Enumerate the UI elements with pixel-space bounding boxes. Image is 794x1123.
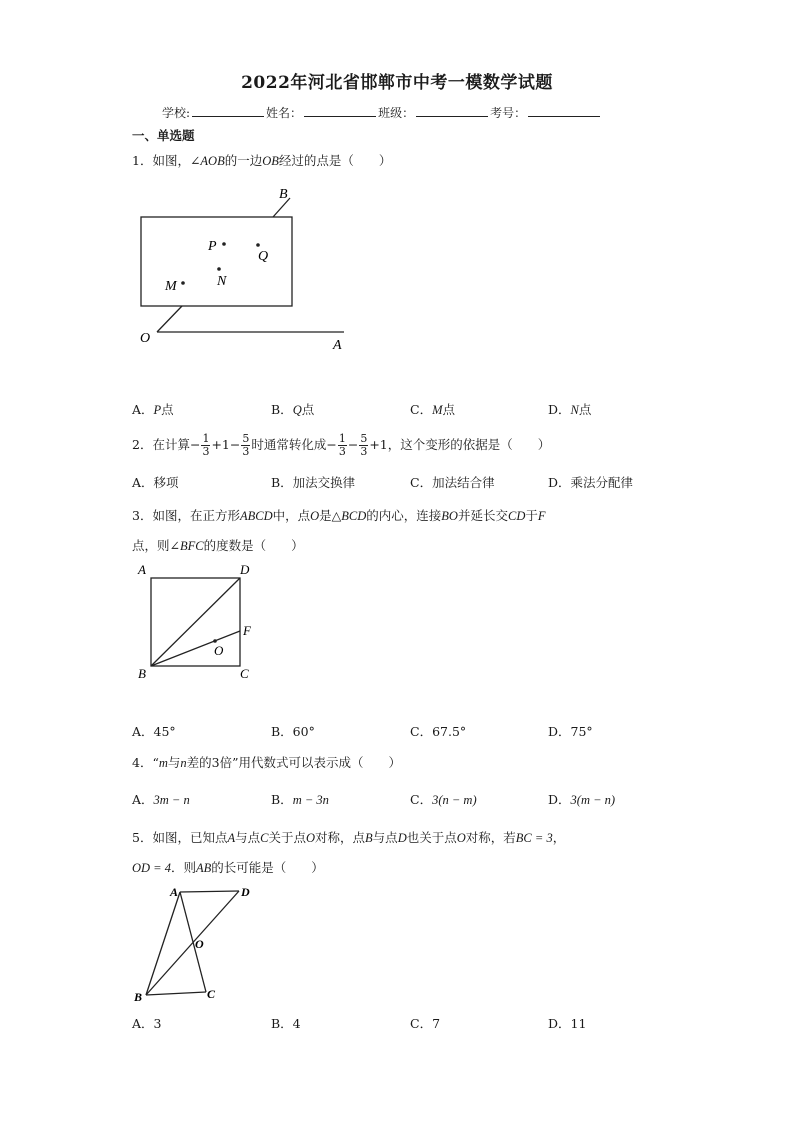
q5-t7: 对称，若 xyxy=(465,830,516,845)
q5-t5: 与点 xyxy=(372,830,398,845)
q5-label-d: D xyxy=(241,885,250,899)
q2-f3-den: 3 xyxy=(338,445,346,458)
q1-opt-b-var: Q xyxy=(292,403,302,417)
q5-label-o: O xyxy=(195,937,204,951)
q3-t5: 并延长交 xyxy=(457,508,508,523)
q5-label-c: C xyxy=(207,987,216,1001)
q4-t1: 4．“ xyxy=(132,755,159,770)
q1-option-b[interactable] xyxy=(271,400,314,418)
q1-point-m xyxy=(181,281,185,285)
q5-d: D xyxy=(397,831,407,845)
q4-opt-d-expr: 3(m − n) xyxy=(570,793,616,807)
q1-ob: OB xyxy=(262,154,279,168)
q2-option-d[interactable]: D．乘法分配律 xyxy=(548,475,634,490)
q5-segment-bc xyxy=(146,992,206,995)
q4-n: n xyxy=(180,756,187,770)
student-info-line xyxy=(162,104,602,121)
q1-option-d[interactable] xyxy=(548,400,591,418)
q1-label-n: N xyxy=(217,274,227,289)
q5-segment-ab xyxy=(146,892,180,995)
q2-option-c[interactable]: C．加法结合律 xyxy=(410,475,495,490)
q3-label-f: F xyxy=(243,623,251,638)
q5-a: A xyxy=(227,831,236,845)
q5-o2: O xyxy=(456,831,466,845)
q1-point-q xyxy=(256,243,260,247)
q3-figure xyxy=(130,560,270,685)
q3-t1: 3．如图，在正方形 xyxy=(132,508,240,523)
school-blank[interactable] xyxy=(192,106,264,117)
q3-bo: BO xyxy=(441,509,458,523)
question-4-stem xyxy=(132,753,401,771)
q1-label-q: Q xyxy=(258,249,269,264)
q2-minus-2: − xyxy=(326,437,337,452)
q3-f: F xyxy=(537,509,546,523)
q2-f2-den: 3 xyxy=(242,445,250,458)
q1-ray-ob-lower xyxy=(157,306,182,332)
q5-t6: 也关于点 xyxy=(406,830,457,845)
exam-no-label: 考号： xyxy=(490,106,527,120)
q4-m: m xyxy=(158,756,168,770)
q1-opt-b-tail: 点 xyxy=(301,402,315,417)
q3-option-a[interactable]: A．45° xyxy=(132,724,176,739)
q2-fraction-4 xyxy=(359,433,368,458)
q2-f2-num: 5 xyxy=(242,432,250,445)
q1-text-c: 经过的点是（ ） xyxy=(278,153,392,168)
q2-mid: +1− xyxy=(211,437,241,452)
q2-text-c: ，这个变形的依据是（ ） xyxy=(387,437,551,452)
q5-segment-db xyxy=(146,891,239,995)
q1-opt-a-var: P xyxy=(153,403,162,417)
q1-label-o: O xyxy=(140,331,151,346)
q4-opt-c-expr: 3(n − m) xyxy=(432,793,477,807)
q5-t1: 5．如图，已知点 xyxy=(132,830,228,845)
q4-t3: 差的3倍”用代数式可以表示成（ ） xyxy=(186,755,401,770)
q1-text-a: 1．如图， xyxy=(132,153,190,168)
q3-t8: 的度数是（ ） xyxy=(203,538,304,553)
q5-figure xyxy=(130,880,260,1005)
q1-text-b: 的一边 xyxy=(224,153,263,168)
q4-option-c[interactable] xyxy=(410,790,477,808)
q5-option-b[interactable]: B．4 xyxy=(271,1016,301,1031)
q1-label-b: B xyxy=(279,187,288,202)
q2-fraction-1 xyxy=(201,433,210,458)
q2-tail: +1 xyxy=(369,437,388,452)
q1-label-p: P xyxy=(208,239,217,254)
q2-option-b[interactable]: B．加法交换律 xyxy=(271,475,356,490)
q3-t7: 点，则∠ xyxy=(132,538,180,553)
q2-minus-1: − xyxy=(189,437,201,452)
q3-t6: 于 xyxy=(525,508,538,523)
q5-option-d[interactable]: D．11 xyxy=(548,1016,587,1031)
q1-opt-d-key: D． xyxy=(548,402,571,417)
q1-option-c[interactable] xyxy=(410,400,455,418)
q3-option-d[interactable]: D．75° xyxy=(548,724,593,739)
q3-label-d: D xyxy=(240,562,250,577)
q1-point-p xyxy=(222,242,226,246)
q4-opt-d-key: D． xyxy=(548,792,571,807)
page-title: 2022年河北省邯郸市中考一模数学试题 xyxy=(241,73,553,93)
question-1-stem xyxy=(132,151,391,169)
q4-option-a[interactable] xyxy=(132,790,190,808)
q2-f1-num: 1 xyxy=(202,432,210,445)
q3-label-a: A xyxy=(138,562,146,577)
q2-minus-3: − xyxy=(347,437,359,452)
q2-f1-den: 3 xyxy=(202,445,210,458)
q3-option-b[interactable]: B．60° xyxy=(271,724,315,739)
q2-f4-den: 3 xyxy=(360,445,368,458)
q5-bc-eq: BC = 3 xyxy=(515,831,553,845)
q1-opt-c-tail: 点 xyxy=(442,402,456,417)
q5-segment-ad xyxy=(180,891,239,892)
q1-option-a[interactable] xyxy=(132,400,174,418)
q5-t8: ， xyxy=(552,830,566,845)
q3-bcd: BCD xyxy=(341,509,367,523)
q2-f3-num: 1 xyxy=(338,432,346,445)
q1-angle: ∠AOB xyxy=(189,154,225,168)
q3-t4: 的内心，连接 xyxy=(366,508,442,523)
q1-opt-c-key: C． xyxy=(410,402,433,417)
q5-o1: O xyxy=(305,831,316,845)
q5-od-eq: OD = 4 xyxy=(132,861,171,875)
question-5-stem-line2 xyxy=(132,858,324,876)
q1-opt-d-tail: 点 xyxy=(578,402,592,417)
q4-option-b[interactable] xyxy=(271,790,329,808)
q3-diagonal-bd xyxy=(151,578,240,666)
name-label: 姓名： xyxy=(266,106,303,120)
q5-t2: 与点 xyxy=(235,830,261,845)
q3-t3: 是△ xyxy=(319,508,342,523)
q5-option-a[interactable]: A．3 xyxy=(132,1016,162,1031)
q2-option-a[interactable]: A．移项 xyxy=(132,475,179,490)
q3-cd: CD xyxy=(507,509,526,523)
section-heading: 一、单选题 xyxy=(132,128,195,143)
q4-t2: 与 xyxy=(167,755,181,770)
q4-opt-b-key: B． xyxy=(271,792,293,807)
q4-opt-a-expr: 3m − n xyxy=(153,793,190,807)
class-label: 班级： xyxy=(378,106,415,120)
q1-opt-d-var: N xyxy=(570,403,579,417)
q5-b: B xyxy=(365,831,373,845)
q3-bfc: BFC xyxy=(179,539,204,553)
name-blank[interactable] xyxy=(304,106,376,117)
q4-option-d[interactable] xyxy=(548,790,615,808)
q2-fraction-3 xyxy=(338,433,347,458)
q2-fraction-2 xyxy=(241,433,250,458)
question-5-stem-line1 xyxy=(132,828,565,846)
q5-t9: ．则 xyxy=(171,860,197,875)
q5-c: C xyxy=(260,831,269,845)
q5-t3: 关于点 xyxy=(268,830,306,845)
q5-t4: 对称，点 xyxy=(315,830,366,845)
q1-opt-a-key: A． xyxy=(132,402,154,417)
q2-text-b: 时通常转化成 xyxy=(251,437,327,452)
q1-point-n xyxy=(217,267,221,271)
q4-opt-b-expr: m − 3n xyxy=(292,793,329,807)
exam-no-blank[interactable] xyxy=(528,106,600,117)
q5-t10: 的长可能是（ ） xyxy=(211,860,324,875)
q4-opt-c-key: C． xyxy=(410,792,433,807)
q2-f4-num: 5 xyxy=(360,432,368,445)
q3-segment-bf xyxy=(151,631,240,666)
class-blank[interactable] xyxy=(416,106,488,117)
q3-option-c[interactable]: C．67.5° xyxy=(410,724,467,739)
q2-text-a: 2．在计算 xyxy=(132,437,190,452)
q1-label-m: M xyxy=(165,279,177,294)
q1-rectangle xyxy=(141,217,292,306)
q4-opt-a-key: A． xyxy=(132,792,154,807)
q3-t2: 中，点 xyxy=(272,508,311,523)
q3-label-o: O xyxy=(214,643,224,658)
question-3-stem-line1 xyxy=(132,506,546,524)
q5-ab: AB xyxy=(196,861,212,875)
q5-label-a: A xyxy=(170,885,179,899)
q3-label-b: B xyxy=(138,666,146,681)
q1-opt-a-tail: 点 xyxy=(161,402,174,417)
q3-label-c: C xyxy=(240,666,249,681)
q1-figure xyxy=(130,180,360,360)
q3-o: O xyxy=(310,509,320,523)
q5-option-c[interactable]: C．7 xyxy=(410,1016,441,1031)
q3-abcd: ABCD xyxy=(239,509,273,523)
q1-opt-c-var: M xyxy=(432,403,443,417)
q1-opt-b-key: B． xyxy=(271,402,293,417)
q1-label-a: A xyxy=(333,338,342,353)
q5-label-b: B xyxy=(134,990,143,1004)
question-3-stem-line2 xyxy=(132,536,304,554)
question-2-stem xyxy=(132,432,550,458)
school-label: 学校: xyxy=(162,106,191,120)
